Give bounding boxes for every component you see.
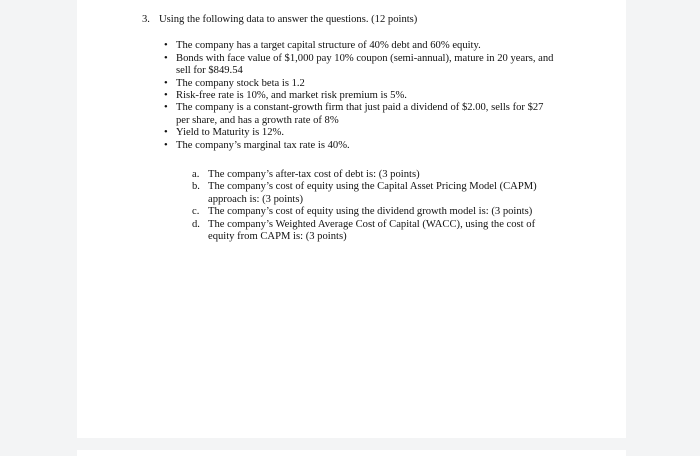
bullet-icon: • <box>164 52 168 64</box>
subquestion-letter: c. <box>192 206 200 218</box>
question-number: 3. <box>142 14 150 25</box>
bullet-text: Yield to Maturity is 12%. <box>176 127 284 139</box>
subquestion-letter: a. <box>192 169 200 181</box>
subquestion-text: The company’s cost of equity using the dividend growth model is: (3 points) <box>208 206 533 218</box>
bullet-item <box>142 40 556 52</box>
bullet-text: Bonds with face value of $1,000 pay 10% coupon (semi-annual), mature in 20 years, and sell for $849.54 <box>176 52 554 77</box>
subquestion-c <box>142 206 558 218</box>
subquestion-d <box>142 219 558 244</box>
data-bullet-list <box>142 40 612 152</box>
bullet-item <box>142 78 556 90</box>
question-header <box>142 14 612 26</box>
question-prompt: Using the following data to answer the questions. (12 points) <box>159 14 418 25</box>
bullet-item <box>142 102 556 127</box>
bullet-text: The company’s marginal tax rate is 40%. <box>176 139 350 151</box>
bullet-text: The company has a target capital structure of 40% debt and 60% equity. <box>176 40 481 52</box>
subquestion-b <box>142 181 558 206</box>
bullet-icon: • <box>164 90 168 102</box>
bullet-text: The company is a constant-growth firm that just paid a dividend of $2.00, sells for $27 per share, and has a growth rate of 8% <box>176 102 544 126</box>
subquestion-letter: b. <box>192 181 200 193</box>
bullet-item <box>142 127 556 139</box>
bullet-icon: • <box>164 139 168 151</box>
bullet-icon: • <box>164 127 168 139</box>
subquestion-letter: d. <box>192 218 200 230</box>
question-block <box>142 14 612 244</box>
bullet-text: The company stock beta is 1.2 <box>176 77 305 89</box>
bullet-icon: • <box>164 77 168 89</box>
bullet-icon: • <box>164 40 168 52</box>
bullet-item <box>142 90 556 102</box>
next-page-edge <box>77 450 626 456</box>
bullet-item <box>142 53 556 78</box>
bullet-item <box>142 140 556 152</box>
subquestion-text: The company’s cost of equity using the Capital Asset Pricing Model (CAPM) approach is: (3 points) <box>208 181 537 205</box>
subquestion-text: The company’s Weighted Average Cost of Capital (WACC), using the cost of equity from CAPM is: (3 points) <box>208 218 536 243</box>
subquestion-text: The company’s after-tax cost of debt is: (3 points) <box>208 169 420 181</box>
bullet-text: Risk-free rate is 10%, and market risk premium is 5%. <box>176 90 407 102</box>
subquestion-a <box>142 169 558 181</box>
bullet-icon: • <box>164 102 168 114</box>
subquestion-list <box>142 169 612 243</box>
